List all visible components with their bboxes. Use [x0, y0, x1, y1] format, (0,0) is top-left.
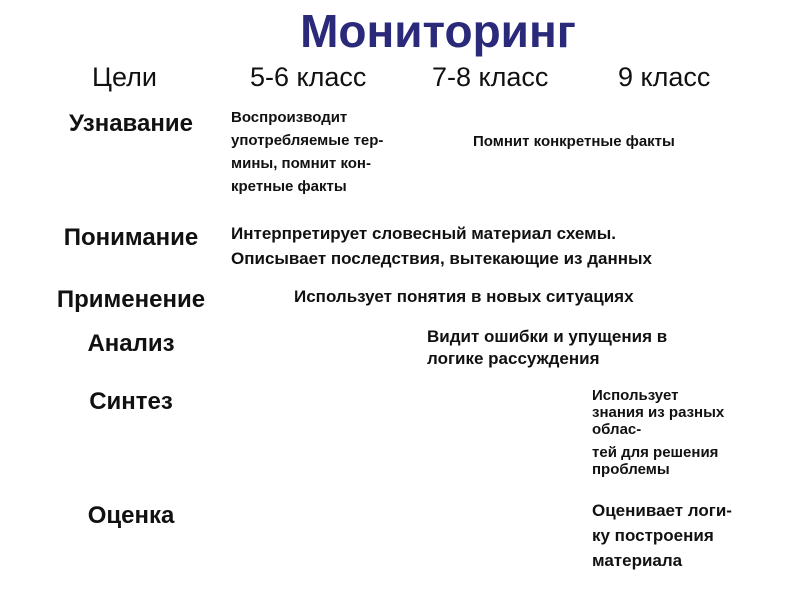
desc-line: Использует: [592, 387, 679, 404]
recognition-desc-5-6: [231, 106, 383, 198]
synthesis-desc: [592, 387, 724, 478]
goal-recognition: Узнавание: [69, 110, 193, 137]
understanding-desc: [231, 221, 652, 271]
desc-line: знания из разных: [592, 404, 725, 421]
header-grade-7-8: 7-8 класс: [432, 62, 549, 92]
header-goals: Цели: [92, 62, 157, 92]
desc-line: Описывает последствия, вытекающие из данных: [231, 249, 652, 268]
desc-line: материала: [592, 551, 683, 570]
slide-title: Мониторинг: [300, 5, 576, 57]
desc-line: Воспроизводит: [231, 109, 348, 126]
desc-line: Оценивает логи-: [592, 501, 732, 520]
desc-line: логике рассуждения: [427, 349, 600, 368]
analysis-desc: [427, 326, 667, 370]
desc-line: кретные факты: [231, 178, 347, 195]
desc-line: облас-: [592, 421, 642, 438]
desc-line: тей для решения: [592, 444, 719, 461]
evaluation-desc: [592, 498, 732, 573]
recognition-desc-7-9: Помнит конкретные факты: [473, 133, 675, 150]
goal-synthesis: Синтез: [89, 388, 173, 415]
desc-line: Интерпретирует словесный материал схемы.: [231, 224, 616, 243]
goal-evaluation: Оценка: [87, 502, 175, 529]
header-grade-9: 9 класс: [618, 62, 711, 92]
desc-line: мины, помнит кон-: [231, 155, 371, 172]
application-desc: Использует понятия в новых ситуациях: [294, 287, 634, 306]
desc-line: ку построения: [592, 526, 714, 545]
desc-line: проблемы: [592, 461, 670, 478]
goal-application: Применение: [56, 286, 206, 313]
desc-line: употребляемые тер-: [231, 132, 384, 149]
goal-analysis: Анализ: [87, 330, 175, 357]
desc-line: Видит ошибки и упущения в: [427, 327, 668, 346]
header-grade-5-6: 5-6 класс: [250, 62, 367, 92]
goal-understanding: Понимание: [63, 224, 199, 251]
